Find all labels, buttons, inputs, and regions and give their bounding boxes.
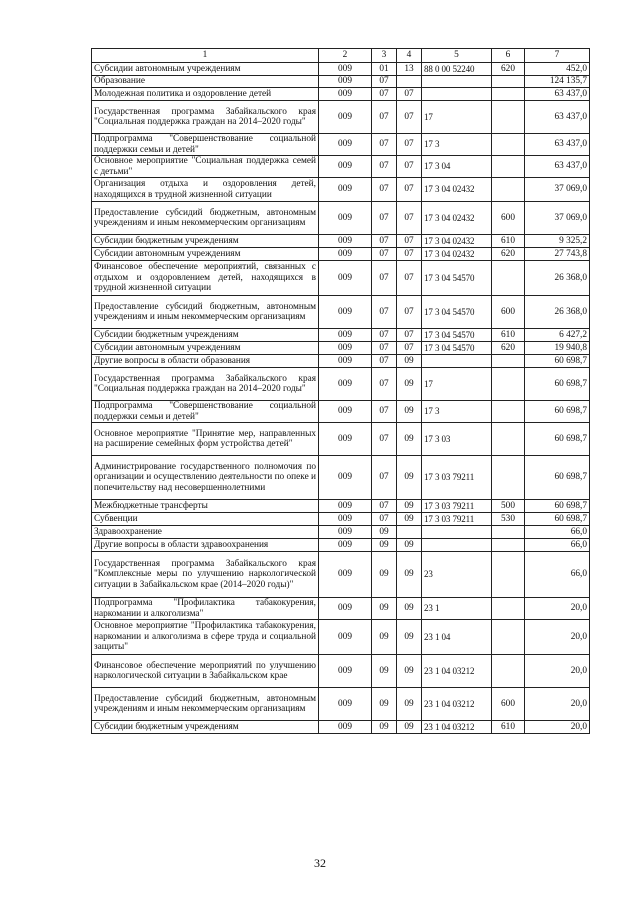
cell-expense-type	[492, 423, 525, 456]
header-col-7: 7	[525, 49, 590, 63]
cell-target-article: 17 3 03	[422, 423, 492, 456]
cell-section: 01	[372, 63, 397, 76]
cell-section: 07	[372, 134, 397, 156]
table-row	[92, 655, 590, 688]
table-body	[92, 63, 590, 734]
cell-subsection: 07	[397, 178, 422, 202]
cell-target-article	[422, 355, 492, 368]
cell-admin-code: 009	[319, 423, 372, 456]
cell-subsection: 07	[397, 342, 422, 355]
table-row	[92, 88, 590, 101]
cell-admin-code: 009	[319, 178, 372, 202]
table-row	[92, 721, 590, 734]
table-row	[92, 355, 590, 368]
cell-admin-code: 009	[319, 620, 372, 655]
cell-subsection: 07	[397, 261, 422, 296]
cell-section: 09	[372, 688, 397, 721]
cell-target-article: 17 3 04 54570	[422, 329, 492, 342]
header-col-5: 5	[422, 49, 492, 63]
cell-subsection: 09	[397, 423, 422, 456]
cell-expense-type: 530	[492, 513, 525, 526]
header-col-3: 3	[372, 49, 397, 63]
cell-subsection: 07	[397, 101, 422, 134]
cell-admin-code: 009	[319, 88, 372, 101]
cell-section: 07	[372, 355, 397, 368]
cell-admin-code: 009	[319, 539, 372, 552]
cell-section: 07	[372, 156, 397, 178]
cell-name: Субсидии автономным учреждениям	[92, 248, 319, 261]
cell-name: Государственная программа Забайкальского края "Социальная поддержка граждан на 2014–2020 годы"	[92, 368, 319, 401]
cell-subsection	[397, 76, 422, 88]
cell-admin-code: 009	[319, 329, 372, 342]
cell-amount: 63 437,0	[525, 134, 590, 156]
cell-target-article: 17 3 04 54570	[422, 342, 492, 355]
cell-amount: 60 698,7	[525, 355, 590, 368]
cell-subsection: 09	[397, 513, 422, 526]
cell-subsection: 07	[397, 329, 422, 342]
cell-name: Здравоохранение	[92, 526, 319, 539]
cell-amount: 452,0	[525, 63, 590, 76]
cell-subsection: 09	[397, 456, 422, 500]
cell-expense-type	[492, 178, 525, 202]
cell-target-article: 17 3 04 02432	[422, 178, 492, 202]
cell-section: 07	[372, 368, 397, 401]
cell-target-article: 17 3 04 02432	[422, 248, 492, 261]
budget-table	[91, 48, 590, 734]
cell-section: 07	[372, 76, 397, 88]
cell-section: 09	[372, 721, 397, 734]
cell-expense-type	[492, 456, 525, 500]
cell-admin-code: 009	[319, 134, 372, 156]
cell-target-article: 17 3 03 79211	[422, 500, 492, 513]
table-row	[92, 539, 590, 552]
cell-target-article: 88 0 00 52240	[422, 63, 492, 76]
cell-amount: 60 698,7	[525, 500, 590, 513]
cell-target-article: 23 1	[422, 598, 492, 620]
table-row	[92, 235, 590, 248]
cell-expense-type	[492, 101, 525, 134]
cell-subsection: 13	[397, 63, 422, 76]
cell-name: Администрирование государственного полномочия по организации и осуществлению деятельности по опеке и попечительству над несовершеннолетними	[92, 456, 319, 500]
table-row	[92, 329, 590, 342]
table-row	[92, 552, 590, 598]
cell-section: 07	[372, 401, 397, 423]
cell-target-article: 23 1 04 03212	[422, 655, 492, 688]
cell-section: 07	[372, 329, 397, 342]
cell-section: 07	[372, 88, 397, 101]
cell-expense-type	[492, 76, 525, 88]
cell-target-article: 17 3 04	[422, 156, 492, 178]
cell-amount: 60 698,7	[525, 456, 590, 500]
cell-subsection: 07	[397, 88, 422, 101]
cell-expense-type	[492, 261, 525, 296]
cell-name: Организация отдыха и оздоровления детей, находящихся в трудной жизненной ситуации	[92, 178, 319, 202]
cell-expense-type: 600	[492, 202, 525, 235]
cell-name: Государственная программа Забайкальского края "Социальная поддержка граждан на 2014–2020 годы"	[92, 101, 319, 134]
cell-subsection: 09	[397, 620, 422, 655]
cell-amount: 9 325,2	[525, 235, 590, 248]
cell-amount: 20,0	[525, 655, 590, 688]
cell-expense-type: 610	[492, 235, 525, 248]
cell-name: Предоставление субсидий бюджетным, автономным учреждениям и иным некоммерческим организациям	[92, 688, 319, 721]
cell-subsection: 07	[397, 134, 422, 156]
cell-target-article: 17	[422, 368, 492, 401]
header-col-4: 4	[397, 49, 422, 63]
cell-admin-code: 009	[319, 355, 372, 368]
table-row	[92, 156, 590, 178]
table-row	[92, 202, 590, 235]
cell-subsection: 09	[397, 721, 422, 734]
cell-amount: 20,0	[525, 620, 590, 655]
table-row	[92, 423, 590, 456]
table-row	[92, 526, 590, 539]
cell-target-article: 23 1 04 03212	[422, 688, 492, 721]
cell-amount: 37 069,0	[525, 202, 590, 235]
cell-admin-code: 009	[319, 598, 372, 620]
cell-expense-type	[492, 539, 525, 552]
table-row	[92, 598, 590, 620]
cell-admin-code: 009	[319, 552, 372, 598]
cell-admin-code: 009	[319, 513, 372, 526]
cell-amount: 60 698,7	[525, 513, 590, 526]
cell-expense-type	[492, 156, 525, 178]
cell-section: 07	[372, 261, 397, 296]
cell-expense-type	[492, 655, 525, 688]
cell-name: Основное мероприятие "Профилактика табакокурения, наркомании и алкоголизма в сфере труда и социальной защиты"	[92, 620, 319, 655]
cell-target-article: 17 3 03 79211	[422, 513, 492, 526]
cell-expense-type	[492, 355, 525, 368]
cell-name: Субсидии автономным учреждениям	[92, 342, 319, 355]
cell-amount: 26 368,0	[525, 261, 590, 296]
cell-expense-type	[492, 620, 525, 655]
table-row	[92, 248, 590, 261]
cell-amount: 20,0	[525, 598, 590, 620]
cell-admin-code: 009	[319, 261, 372, 296]
cell-name: Предоставление субсидий бюджетным, автономным учреждениям и иным некоммерческим организациям	[92, 296, 319, 329]
cell-section: 07	[372, 178, 397, 202]
header-col-1: 1	[92, 49, 319, 63]
cell-expense-type	[492, 88, 525, 101]
cell-section: 09	[372, 620, 397, 655]
cell-section: 07	[372, 296, 397, 329]
cell-target-article: 17 3 04 54570	[422, 261, 492, 296]
cell-target-article: 23	[422, 552, 492, 598]
cell-subsection	[397, 526, 422, 539]
table-row	[92, 178, 590, 202]
cell-name: Субвенции	[92, 513, 319, 526]
cell-name: Субсидии автономным учреждениям	[92, 63, 319, 76]
cell-subsection: 07	[397, 296, 422, 329]
cell-expense-type: 500	[492, 500, 525, 513]
table-header-row	[92, 49, 590, 63]
cell-admin-code: 009	[319, 101, 372, 134]
cell-target-article	[422, 76, 492, 88]
cell-name: Образование	[92, 76, 319, 88]
cell-expense-type	[492, 526, 525, 539]
cell-subsection: 09	[397, 401, 422, 423]
cell-target-article: 17	[422, 101, 492, 134]
cell-subsection: 09	[397, 598, 422, 620]
table-row	[92, 63, 590, 76]
cell-subsection: 07	[397, 156, 422, 178]
table-row	[92, 500, 590, 513]
cell-admin-code: 009	[319, 456, 372, 500]
cell-name: Подпрограмма "Профилактика табакокурения, наркомании и алкоголизма"	[92, 598, 319, 620]
cell-amount: 6 427,2	[525, 329, 590, 342]
cell-subsection: 09	[397, 688, 422, 721]
cell-target-article	[422, 539, 492, 552]
cell-section: 07	[372, 248, 397, 261]
cell-admin-code: 009	[319, 368, 372, 401]
cell-name: Подпрограмма "Совершенствование социальной поддержки семьи и детей"	[92, 401, 319, 423]
cell-admin-code: 009	[319, 296, 372, 329]
cell-section: 07	[372, 202, 397, 235]
cell-target-article	[422, 526, 492, 539]
cell-amount: 19 940,8	[525, 342, 590, 355]
cell-expense-type: 610	[492, 721, 525, 734]
cell-admin-code: 009	[319, 248, 372, 261]
table-row	[92, 342, 590, 355]
cell-name: Финансовое обеспечение мероприятий по улучшению наркологической ситуации в Забайкальском крае	[92, 655, 319, 688]
cell-amount: 20,0	[525, 721, 590, 734]
cell-expense-type	[492, 552, 525, 598]
cell-expense-type	[492, 401, 525, 423]
cell-section: 07	[372, 101, 397, 134]
table-row	[92, 296, 590, 329]
cell-amount: 20,0	[525, 688, 590, 721]
cell-amount: 63 437,0	[525, 156, 590, 178]
cell-admin-code: 009	[319, 401, 372, 423]
cell-subsection: 07	[397, 202, 422, 235]
cell-target-article: 17 3 03 79211	[422, 456, 492, 500]
cell-admin-code: 009	[319, 235, 372, 248]
cell-admin-code: 009	[319, 342, 372, 355]
cell-admin-code: 009	[319, 156, 372, 178]
cell-subsection: 09	[397, 539, 422, 552]
cell-amount: 66,0	[525, 552, 590, 598]
table-row	[92, 134, 590, 156]
cell-subsection: 09	[397, 368, 422, 401]
cell-admin-code: 009	[319, 76, 372, 88]
cell-admin-code: 009	[319, 721, 372, 734]
cell-expense-type: 620	[492, 248, 525, 261]
cell-section: 09	[372, 655, 397, 688]
cell-subsection: 07	[397, 235, 422, 248]
table-row	[92, 513, 590, 526]
cell-name: Субсидии бюджетным учреждениям	[92, 235, 319, 248]
cell-target-article: 17 3 04 02432	[422, 202, 492, 235]
cell-amount: 63 437,0	[525, 101, 590, 134]
cell-expense-type: 600	[492, 296, 525, 329]
cell-target-article: 23 1 04 03212	[422, 721, 492, 734]
cell-admin-code: 009	[319, 526, 372, 539]
cell-target-article: 17 3	[422, 401, 492, 423]
cell-expense-type: 610	[492, 329, 525, 342]
cell-amount: 26 368,0	[525, 296, 590, 329]
header-col-6: 6	[492, 49, 525, 63]
cell-subsection: 09	[397, 655, 422, 688]
cell-name: Подпрограмма "Совершенствование социальной поддержки семьи и детей"	[92, 134, 319, 156]
cell-section: 07	[372, 423, 397, 456]
cell-section: 09	[372, 539, 397, 552]
cell-name: Субсидии бюджетным учреждениям	[92, 329, 319, 342]
cell-section: 07	[372, 456, 397, 500]
cell-target-article: 17 3 04 54570	[422, 296, 492, 329]
cell-amount: 60 698,7	[525, 401, 590, 423]
cell-admin-code: 009	[319, 202, 372, 235]
cell-expense-type: 600	[492, 688, 525, 721]
cell-name: Основное мероприятие "Социальная поддержка семей с детьми"	[92, 156, 319, 178]
cell-admin-code: 009	[319, 688, 372, 721]
cell-admin-code: 009	[319, 500, 372, 513]
cell-section: 07	[372, 342, 397, 355]
cell-expense-type	[492, 134, 525, 156]
cell-subsection: 09	[397, 355, 422, 368]
cell-section: 07	[372, 235, 397, 248]
table-row	[92, 688, 590, 721]
cell-target-article: 17 3 04 02432	[422, 235, 492, 248]
table-row	[92, 456, 590, 500]
cell-amount: 27 743,8	[525, 248, 590, 261]
table-row	[92, 401, 590, 423]
table-row	[92, 620, 590, 655]
cell-section: 07	[372, 513, 397, 526]
page-number: 32	[314, 856, 326, 870]
cell-subsection: 09	[397, 500, 422, 513]
cell-name: Межбюджетные трансферты	[92, 500, 319, 513]
cell-amount: 124 135,7	[525, 76, 590, 88]
header-col-2: 2	[319, 49, 372, 63]
cell-section: 09	[372, 552, 397, 598]
cell-amount: 63 437,0	[525, 88, 590, 101]
cell-expense-type: 620	[492, 342, 525, 355]
cell-amount: 37 069,0	[525, 178, 590, 202]
cell-expense-type	[492, 598, 525, 620]
cell-amount: 66,0	[525, 539, 590, 552]
cell-name: Предоставление субсидий бюджетным, автономным учреждениям и иным некоммерческим организациям	[92, 202, 319, 235]
cell-section: 09	[372, 526, 397, 539]
table-row	[92, 368, 590, 401]
cell-expense-type: 620	[492, 63, 525, 76]
cell-section: 09	[372, 598, 397, 620]
cell-subsection: 07	[397, 248, 422, 261]
cell-amount: 60 698,7	[525, 423, 590, 456]
cell-target-article: 17 3	[422, 134, 492, 156]
cell-admin-code: 009	[319, 655, 372, 688]
cell-target-article: 23 1 04	[422, 620, 492, 655]
table-row	[92, 261, 590, 296]
cell-name: Субсидии бюджетным учреждениям	[92, 721, 319, 734]
cell-admin-code: 009	[319, 63, 372, 76]
cell-name: Финансовое обеспечение мероприятий, связанных с отдыхом и оздоровлением детей, находящихся в трудной жизненной ситуации	[92, 261, 319, 296]
cell-target-article	[422, 88, 492, 101]
cell-name: Основное мероприятие "Принятие мер, направленных на расширение семейных форм устройства детей"	[92, 423, 319, 456]
cell-amount: 60 698,7	[525, 368, 590, 401]
cell-expense-type	[492, 368, 525, 401]
cell-section: 07	[372, 500, 397, 513]
cell-name: Другие вопросы в области здравоохранения	[92, 539, 319, 552]
table-row	[92, 76, 590, 88]
cell-subsection: 09	[397, 552, 422, 598]
cell-name: Другие вопросы в области образования	[92, 355, 319, 368]
cell-amount: 66,0	[525, 526, 590, 539]
cell-name: Молодежная политика и оздоровление детей	[92, 88, 319, 101]
table-row	[92, 101, 590, 134]
cell-name: Государственная программа Забайкальского края "Комплексные меры по улучшению наркологической ситуации в Забайкальском крае (2014–2020 годы)"	[92, 552, 319, 598]
